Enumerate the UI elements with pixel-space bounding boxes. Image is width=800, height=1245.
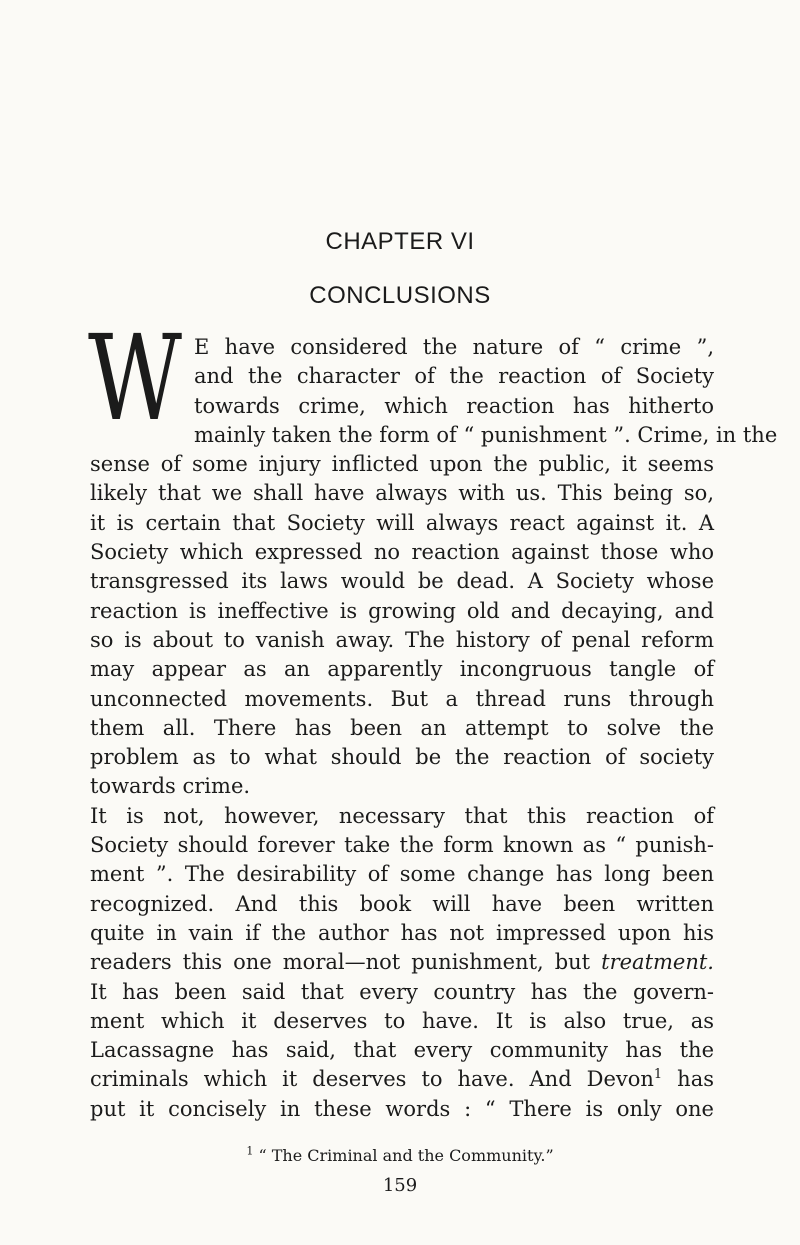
drop-cap-letter: W <box>88 309 182 447</box>
text-line: Society which expressed no reaction against those who <box>90 540 714 565</box>
paragraph-1 <box>90 333 778 802</box>
text-line: reaction is ineffective is growing old and decaying, and <box>90 598 714 623</box>
text-line: them all. There has been an attempt to solve the <box>90 715 714 740</box>
text-line: unconnected movements. But a thread runs through <box>90 686 714 711</box>
footnote <box>0 1146 800 1165</box>
text-fragment: has <box>662 1067 715 1092</box>
text-line: towards crime. <box>90 774 251 799</box>
text-line: quite in vain if the author has not impressed upon his <box>90 920 714 945</box>
text-line-with-footnote <box>90 1065 714 1094</box>
page-number: 159 <box>382 1175 418 1196</box>
text-line: and the character of the reaction of Society <box>194 364 714 389</box>
text-line: It is not, however, necessary that this reaction of <box>90 803 714 828</box>
text-line: E have considered the nature of “ crime ”, <box>194 335 714 359</box>
text-line: put it concisely in these words : “ There is only one <box>90 1096 714 1121</box>
text-fragment: readers this one moral—not punishment, but <box>90 950 602 975</box>
text-line: sense of some injury inflicted upon the public, it seems <box>90 452 714 477</box>
text-line: ment ”. The desirability of some change has long been <box>90 862 714 887</box>
text-line: It has been said that every country has the govern- <box>90 979 714 1004</box>
chapter-body <box>88 309 778 1124</box>
text-line: ment which it deserves to have. It is also true, as <box>90 1008 714 1033</box>
chapter-title: CONCLUSIONS <box>309 282 491 309</box>
footnote-reference: 1 <box>653 1067 663 1083</box>
text-line-with-emphasis <box>90 948 714 977</box>
paragraph-3 <box>90 978 714 1124</box>
text-line: transgressed its laws would be dead. A Society whose <box>90 569 714 594</box>
text-line: so is about to vanish away. The history of penal reform <box>90 627 714 652</box>
emphasis-treatment: treatment. <box>601 950 714 975</box>
drop-cap <box>88 309 182 447</box>
text-line: likely that we shall have always with us. This being so, <box>90 481 714 506</box>
paragraph-2 <box>90 802 714 978</box>
text-line: problem as to what should be the reaction of society <box>90 745 714 770</box>
text-line: may appear as an apparently incongruous tangle of <box>90 657 714 682</box>
text-line: recognized. And this book will have been written <box>90 891 714 916</box>
text-fragment: criminals which it deserves to have. And Devon <box>90 1067 654 1092</box>
footnote-text: “ The Criminal and the Community.” <box>253 1146 554 1165</box>
text-line: it is certain that Society will always react against it. A <box>90 510 714 535</box>
footnote-mark: 1 <box>246 1144 254 1158</box>
chapter-number: CHAPTER VI <box>325 228 475 255</box>
text-line: mainly taken the form of “ punishment ”. Crime, in the <box>194 422 778 447</box>
text-line: towards crime, which reaction has hitherto <box>194 393 714 418</box>
text-line: Lacassagne has said, that every community has the <box>90 1038 714 1063</box>
text-line: Society should forever take the form known as “ punish- <box>90 833 714 858</box>
drop-cap-glyph <box>88 309 182 447</box>
